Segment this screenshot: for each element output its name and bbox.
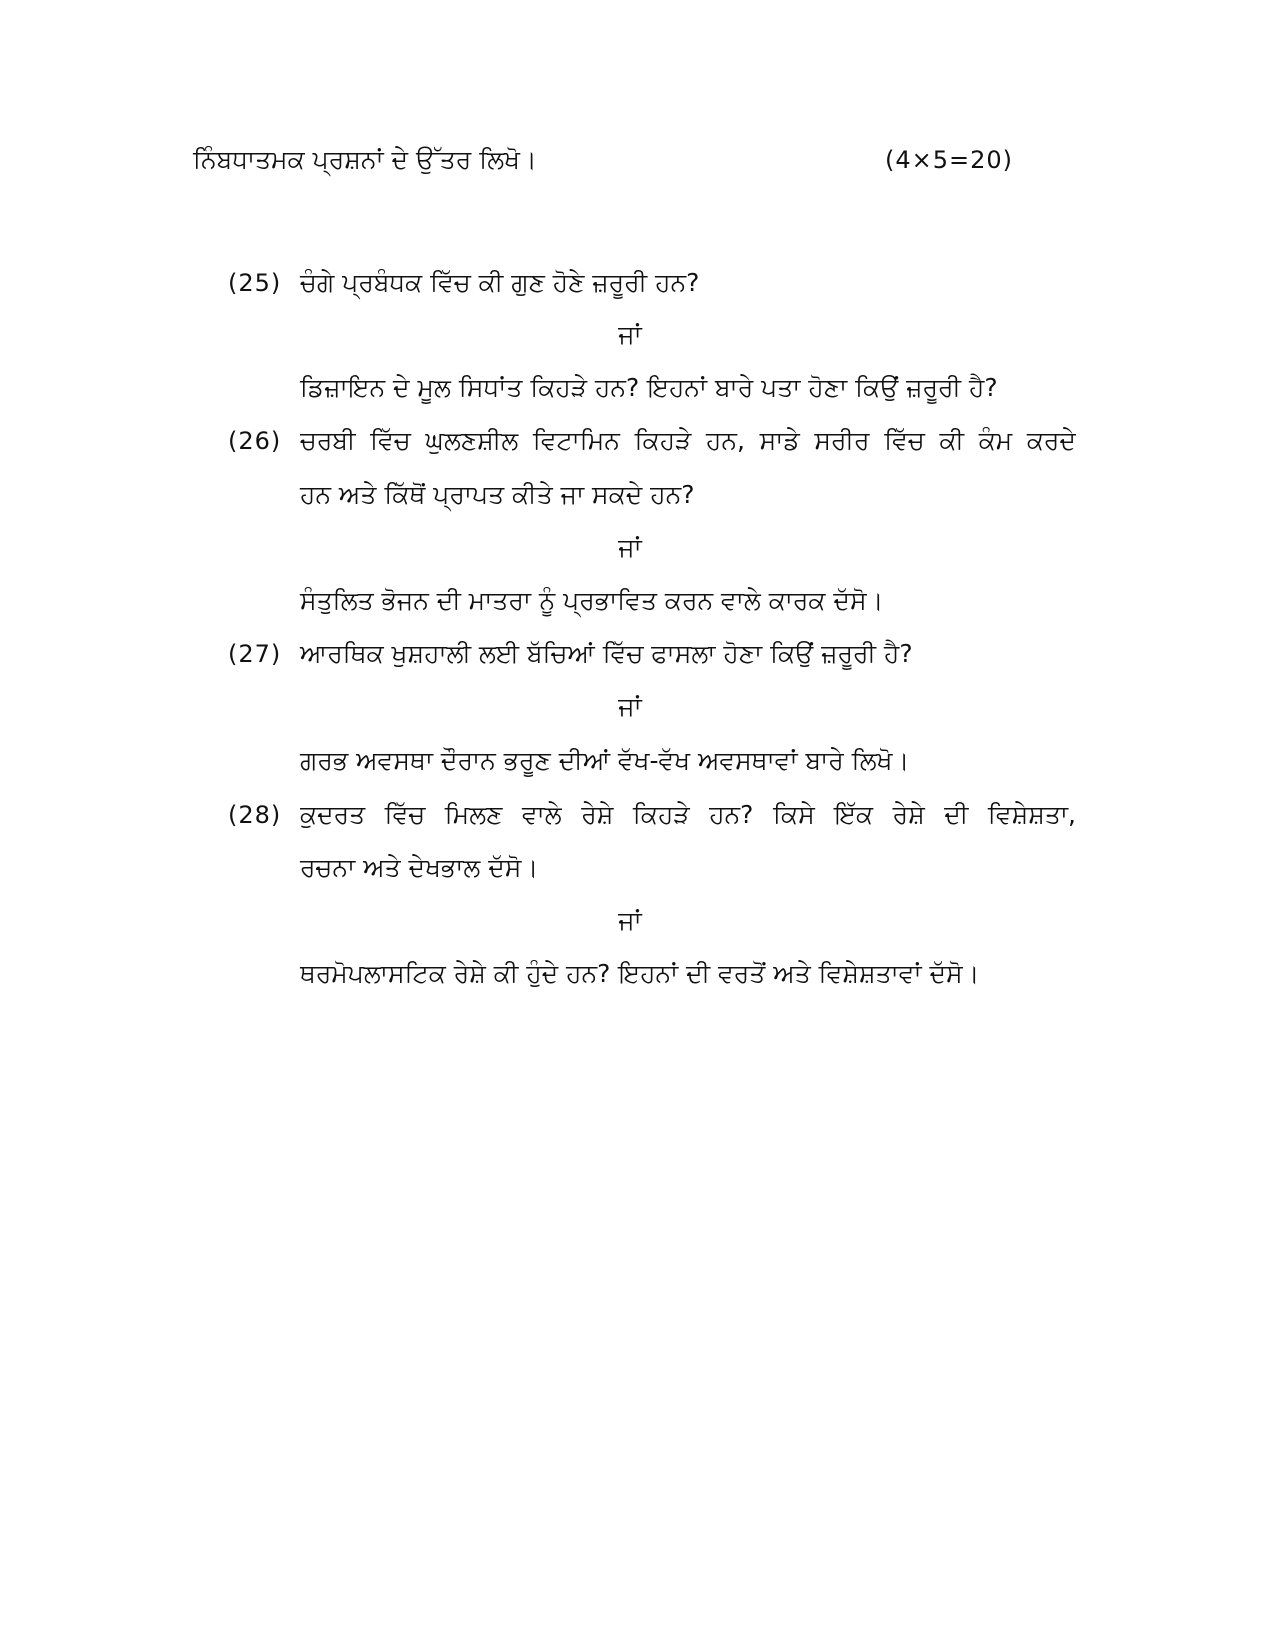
section-instruction: ਨਿੰਬਧਾਤਮਕ ਪ੍ਰਸ਼ਨਾਂ ਦੇ ਉੱਤਰ ਲਿਖੋ।	[193, 145, 537, 174]
question-text: ਰਚਨਾ ਅਤੇ ਦੇਖਭਾਲ ਦੱਸੋ।	[300, 853, 539, 882]
alternative-question-text: ਸੰਤੁਲਿਤ ਭੋਜਨ ਦੀ ਮਾਤਰਾ ਨੂੰ ਪ੍ਰਭਾਵਿਤ ਕਰਨ ਵਾਲੇ ਕਾਰਕ ਦੱਸੋ।	[300, 586, 884, 615]
or-separator: ਜਾਂ	[618, 533, 642, 562]
or-separator: ਜਾਂ	[618, 906, 642, 935]
section-marks: (4×5=20)	[884, 146, 1013, 174]
question-number: (26)	[228, 427, 282, 455]
question-text: ਹਨ ਅਤੇ ਕਿੱਥੋਂ ਪ੍ਰਾਪਤ ਕੀਤੇ ਜਾ ਸਕਦੇ ਹਨ?	[300, 480, 695, 509]
question-number: (28)	[228, 801, 282, 829]
or-separator: ਜਾਂ	[618, 692, 642, 721]
question-text: ਆਰਥਿਕ ਖੁਸ਼ਹਾਲੀ ਲਈ ਬੱਚਿਆਂ ਵਿੱਚ ਫਾਸਲਾ ਹੋਣਾ ਕਿਉਂ ਜ਼ਰੂਰੀ ਹੈ?	[300, 639, 913, 668]
question-text: ਚਰਬੀ ਵਿੱਚ ਘੁਲਣਸ਼ੀਲ ਵਿਟਾਮਿਨ ਕਿਹੜੇ ਹਨ, ਸਾਡੇ ਸਰੀਰ ਵਿੱਚ ਕੀ ਕੰਮ ਕਰਦੇ	[300, 426, 1076, 455]
question-number: (27)	[228, 640, 282, 668]
question-text: ਚੰਗੇ ਪ੍ਰਬੰਧਕ ਵਿੱਚ ਕੀ ਗੁਣ ਹੋਣੇ ਜ਼ਰੂਰੀ ਹਨ?	[300, 268, 700, 297]
section-header	[193, 140, 1013, 180]
question-number: (25)	[228, 269, 282, 297]
alternative-question-text: ਗਰਭ ਅਵਸਥਾ ਦੌਰਾਨ ਭਰੂਣ ਦੀਆਂ ਵੱਖ-ਵੱਖ ਅਵਸਥਾਵਾਂ ਬਾਰੇ ਲਿਖੋ।	[300, 746, 910, 775]
question-text: ਕੁਦਰਤ ਵਿੱਚ ਮਿਲਣ ਵਾਲੇ ਰੇਸ਼ੇ ਕਿਹੜੇ ਹਨ? ਕਿਸੇ ਇੱਕ ਰੇਸ਼ੇ ਦੀ ਵਿਸ਼ੇਸ਼ਤਾ,	[300, 800, 1076, 829]
alternative-question-text: ਥਰਮੋਪਲਾਸਟਿਕ ਰੇਸ਼ੇ ਕੀ ਹੁੰਦੇ ਹਨ? ਇਹਨਾਂ ਦੀ ਵਰਤੋਂ ਅਤੇ ਵਿਸ਼ੇਸ਼ਤਾਵਾਂ ਦੱਸੋ।	[300, 959, 980, 988]
or-separator: ਜਾਂ	[618, 320, 642, 349]
alternative-question-text: ਡਿਜ਼ਾਇਨ ਦੇ ਮੂਲ ਸਿਧਾਂਤ ਕਿਹੜੇ ਹਨ? ਇਹਨਾਂ ਬਾਰੇ ਪਤਾ ਹੋਣਾ ਕਿਉਂ ਜ਼ਰੂਰੀ ਹੈ?	[300, 373, 998, 402]
